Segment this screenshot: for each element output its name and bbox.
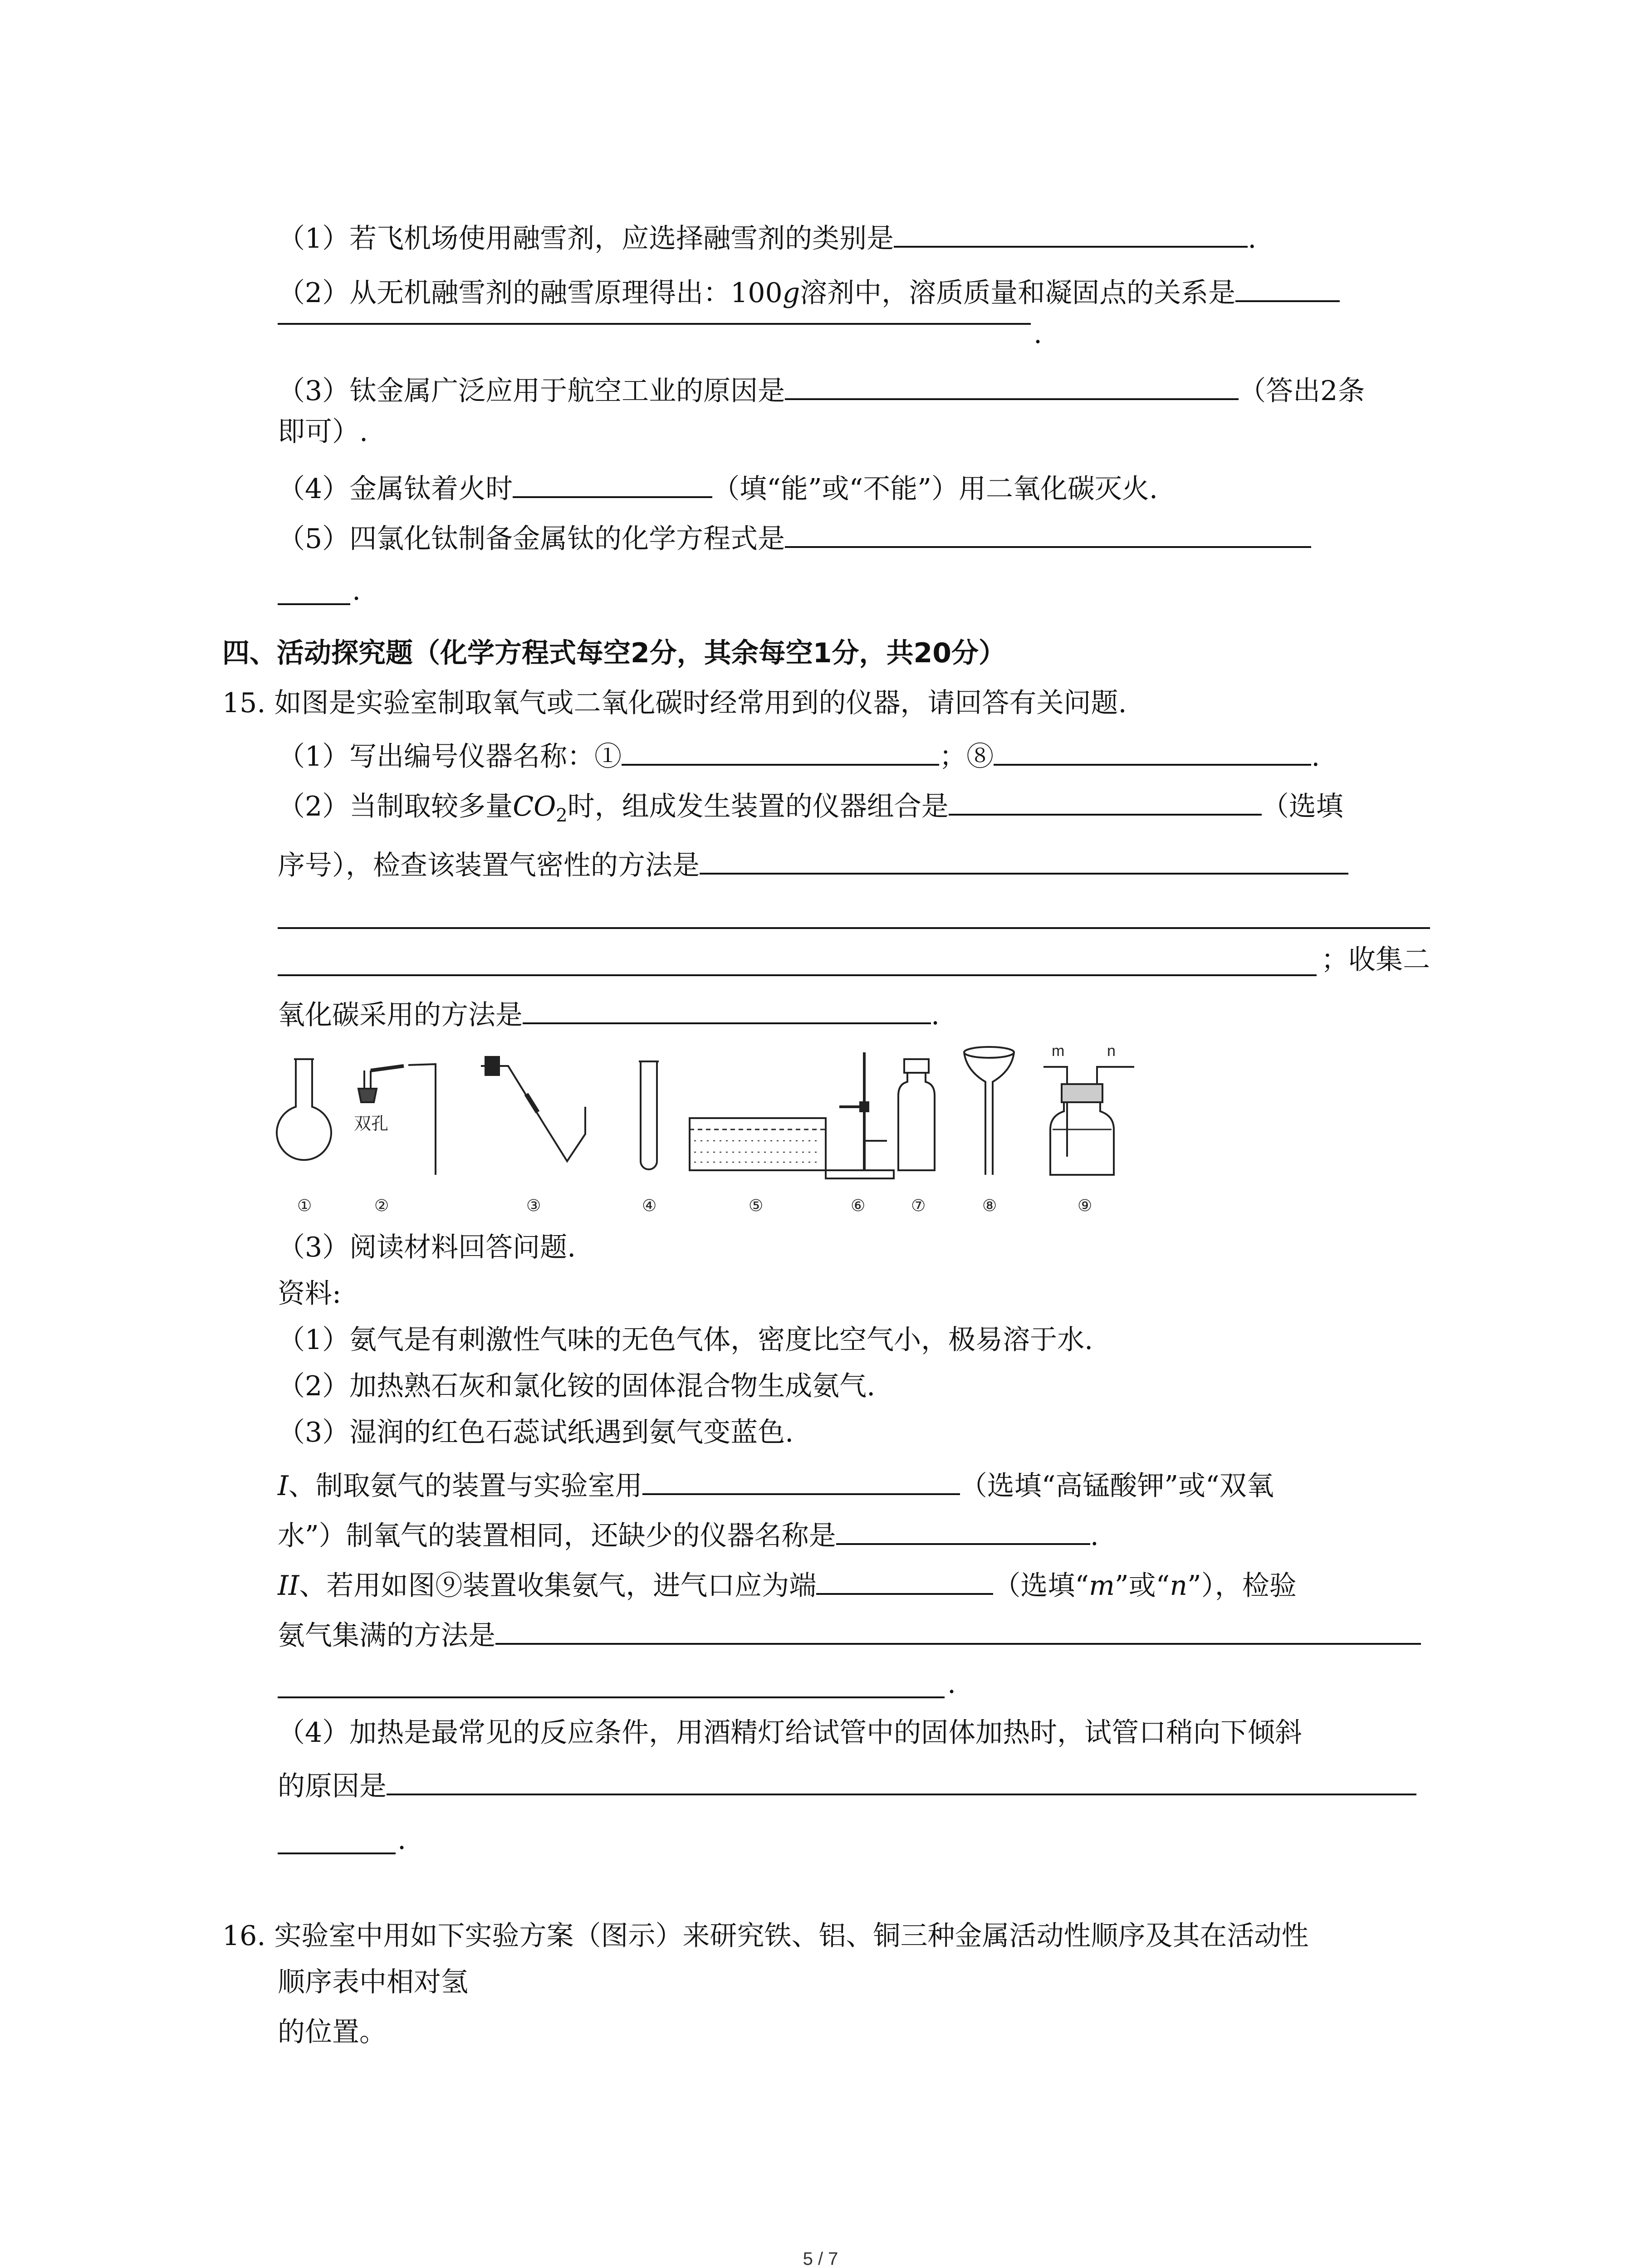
answer-blank-continuation[interactable] <box>278 1696 945 1698</box>
answer-blank[interactable] <box>642 1464 960 1495</box>
unit-g: g <box>782 277 800 309</box>
q15-i-cont: 水”）制氧气的装置相同，还缺少的仪器名称是 . <box>278 1514 1099 1554</box>
round-bottom-flask-icon <box>277 1059 331 1160</box>
q15-part2-cont2: ；收集二 <box>1321 944 1430 976</box>
q16-line2: 顺序表中相对氢 <box>278 1966 468 1998</box>
long-neck-funnel-icon <box>964 1047 1014 1175</box>
q14-part3 <box>278 369 1365 409</box>
material-2: （2）加热熟石灰和氯化铵的固体混合物生成氨气. <box>278 1370 876 1402</box>
q15-part2-text: （2）当制取较多量 <box>278 791 513 822</box>
gas-washing-bottle-icon <box>1043 1042 1134 1175</box>
answer-blank[interactable] <box>816 1564 993 1595</box>
answer-blank-continuation[interactable] <box>278 603 350 605</box>
gas-bottle-icon <box>898 1059 935 1170</box>
answer-blank[interactable] <box>700 844 1348 875</box>
iron-stand-icon <box>826 1052 894 1178</box>
q15-part2-cont3: 氧化碳采用的方法是 . <box>278 993 940 1033</box>
q15-part2-text-f: 氧化碳采用的方法是 <box>278 999 523 1031</box>
q15-ii-cont: 氨气集满的方法是 <box>278 1614 1421 1654</box>
n-label: n <box>1107 1042 1116 1060</box>
q16-line1: 16. 实验室中用如下实验方案（图示）来研究铁、铝、铜三种金属活动性顺序及其在活动性 <box>222 1920 1309 1952</box>
q15-part2-text-d: 序号），检查该装置气密性的方法是 <box>278 850 700 881</box>
answer-blank[interactable] <box>994 735 1311 766</box>
label-8: ⑧ <box>982 1196 997 1215</box>
material-title: 资料: <box>278 1278 342 1310</box>
two-hole-label: 双孔 <box>354 1114 389 1134</box>
q15-part1: （1）写出编号仪器名称：① ；⑧ . <box>278 735 1320 775</box>
answer-blank[interactable] <box>513 467 712 498</box>
answer-blank[interactable] <box>949 785 1262 816</box>
q14-part3-cont <box>278 414 368 450</box>
label-9: ⑨ <box>1078 1196 1092 1215</box>
q15-part4: （4）加热是最常见的反应条件，用酒精灯给试管中的固体加热时，试管口稍向下倾斜 <box>278 1717 1303 1749</box>
answer-blank[interactable] <box>785 369 1239 400</box>
answer-blank[interactable] <box>387 1765 1416 1795</box>
label-3: ③ <box>526 1196 541 1215</box>
answer-blank-continuation[interactable] <box>278 974 1317 976</box>
apparatus-figure <box>272 1039 1157 1229</box>
q14-part4-text-b: （填“能”或“不能”）用二氧化碳灭火. <box>712 473 1158 505</box>
period: . <box>947 1668 956 1700</box>
water-trough-icon <box>690 1118 826 1170</box>
two-hole-stopper-icon <box>354 1064 436 1175</box>
answer-blank-continuation[interactable] <box>278 927 1430 929</box>
label-1: ① <box>297 1196 312 1215</box>
q15-i: I、制取氨气的装置与实验室用 （选填“高锰酸钾”或“双氧 <box>278 1464 1274 1504</box>
answer-blank[interactable] <box>1235 271 1340 302</box>
period: . <box>352 575 361 606</box>
formula-subscript: 2 <box>556 805 568 826</box>
answer-blank[interactable] <box>836 1514 1090 1545</box>
m-label: m <box>1052 1042 1065 1060</box>
q14-part2 <box>278 271 1340 311</box>
q14-part5-text: （5）四氯化钛制备金属钛的化学方程式是 <box>278 523 785 555</box>
answer-blank-continuation[interactable] <box>278 1853 396 1854</box>
q14-part3-hint-cont: 即可）. <box>278 416 368 448</box>
q15-part2 <box>278 785 1343 834</box>
roman-numeral: I <box>278 1470 289 1502</box>
q15-stem: 15. 如图是实验室制取氧气或二氧化碳时经常用到的仪器，请回答有关问题. <box>222 687 1127 719</box>
q16-line3: 的位置。 <box>278 2016 387 2048</box>
answer-blank[interactable] <box>622 735 939 766</box>
section-title: 四、活动探究题（化学方程式每空2分，其余每空1分，共20分） <box>222 637 1006 669</box>
label-4: ④ <box>642 1196 657 1215</box>
q15-part2-cont <box>278 844 1348 884</box>
answer-blank[interactable] <box>785 517 1311 548</box>
roman-numeral: II <box>278 1570 299 1602</box>
answer-blank-continuation[interactable] <box>278 323 1031 325</box>
material-1: （1）氨气是有刺激性气味的无色气体，密度比空气小，极易溶于水. <box>278 1324 1093 1356</box>
label-2: ② <box>374 1196 389 1215</box>
period: . <box>1034 318 1043 350</box>
q15-part1-text: （1）写出编号仪器名称：① <box>278 741 622 772</box>
q15-part2-text-b: 时，组成发生装置的仪器组合是 <box>567 791 949 822</box>
answer-blank[interactable] <box>495 1614 1421 1645</box>
q14-part3-hint: （答出2条 <box>1239 375 1365 407</box>
q14-part1-text: （1）若飞机场使用融雪剂，应选择融雪剂的类别是 <box>278 223 894 254</box>
q15-part1-text-b: ；⑧ <box>939 741 994 772</box>
test-tube-icon <box>639 1061 659 1169</box>
q14-part1: （1）若飞机场使用融雪剂，应选择融雪剂的类别是 . <box>278 217 1256 257</box>
q14-part2-text-b: 溶剂中，溶质质量和凝固点的关系是 <box>800 277 1236 309</box>
label-5: ⑤ <box>749 1196 764 1215</box>
q15-ii: II、若用如图⑨装置收集氨气，进气口应为端 （选填“m”或“n”），检验 <box>278 1564 1297 1604</box>
label-6: ⑥ <box>851 1196 866 1215</box>
period: . <box>397 1824 407 1856</box>
q15-part3: （3）阅读材料回答问题. <box>278 1232 576 1263</box>
answer-blank[interactable] <box>894 217 1248 248</box>
q14-part3-text: （3）钛金属广泛应用于航空工业的原因是 <box>278 375 785 407</box>
q14-part4-text: （4）金属钛着火时 <box>278 473 513 505</box>
q14-part5 <box>278 517 1311 557</box>
label-7: ⑦ <box>911 1196 926 1215</box>
page-number: 5 / 7 <box>803 2249 838 2268</box>
q14-part4 <box>278 467 1158 507</box>
q14-part2-text: （2）从无机融雪剂的融雪原理得出：100 <box>278 277 783 309</box>
material-3: （3）湿润的红色石蕊试纸遇到氨气变蓝色. <box>278 1417 794 1448</box>
q15-part2-hint: （选填 <box>1261 791 1343 822</box>
formula-co2: CO <box>513 791 556 822</box>
answer-blank[interactable] <box>523 993 931 1024</box>
delivery-tube-icon <box>481 1057 585 1161</box>
q15-part4-cont: 的原因是 <box>278 1765 1416 1804</box>
